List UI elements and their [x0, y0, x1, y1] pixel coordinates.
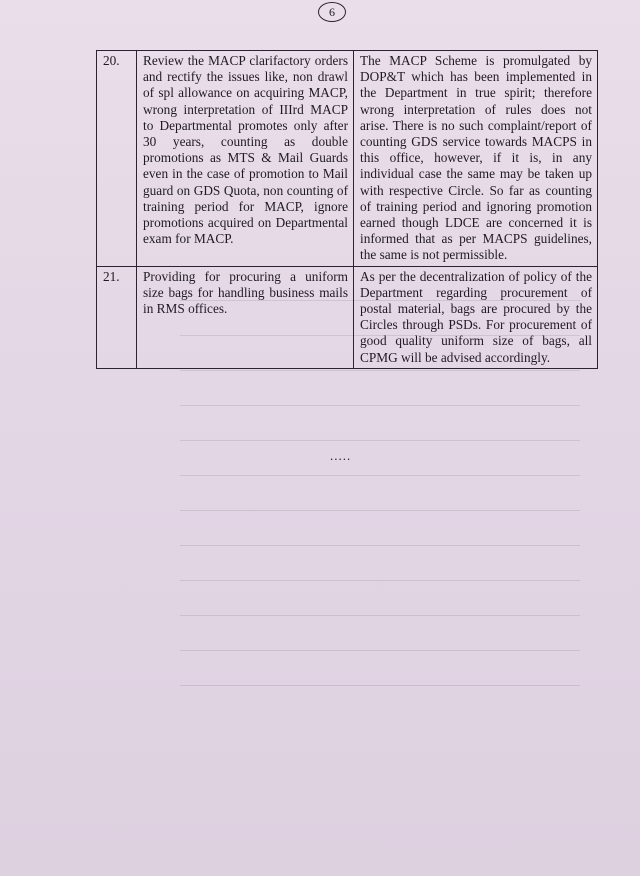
row-item-text: Review the MACP clarifactory orders and rectify the issues like, non drawl of spl allowance on acquiring MACP, wrong interpretation of IIIrd MACP to Departmental promotes only after 30 years, counting as double promotions as MTS & Mail Guards even in the case of promotion to Mail guard on GDS Quota, non counting of training period for MACP, ignore promotions acquired on Departmental exam for MACP. [137, 51, 354, 267]
row-reply-text: The MACP Scheme is promulgated by DOP&T which has been implemented in the Department in true spirit; therefore wrong interpretation of rules does not arise. There is no such complaint/report of counting GDS service towards MACPS in this office, however, if it is, in any individual case the same may be taken up with respective Circle. So far as counting of training period and ignoring promotion earned though LDCE are concerned it is informed that as per MACPS guidelines, the same is not permissible. [354, 51, 598, 267]
row-reply-text: As per the decentralization of policy of the Department regarding procurement of postal material, bags are procured by the Circles through PSDs. For procurement of good quality uniform size of bags, all CPMG will be advised accordingly. [354, 266, 598, 368]
end-of-section-mark: ..... [330, 448, 352, 463]
row-item-text: Providing for procuring a uniform size bags for handling business mails in RMS offices. [137, 266, 354, 368]
table-row [97, 266, 598, 368]
row-serial-number: 21. [97, 266, 137, 368]
minutes-table [96, 50, 598, 369]
page-number: 6 [318, 2, 346, 22]
row-serial-number: 20. [97, 51, 137, 267]
table-row [97, 51, 598, 267]
